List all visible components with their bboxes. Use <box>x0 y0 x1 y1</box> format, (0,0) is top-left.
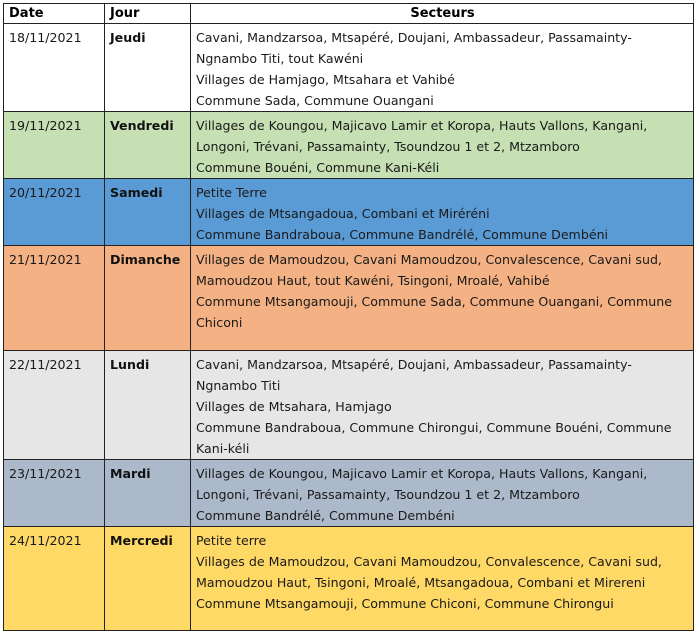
sector-line: Commune Sada, Commune Ouangani <box>196 93 434 108</box>
header-jour: Jour <box>105 4 191 24</box>
schedule-row <box>4 112 694 179</box>
sector-line: Commune Mtsangamouji, Commune Chiconi, Commune Chirongui <box>196 596 614 611</box>
schedule-row <box>4 351 694 460</box>
schedule-row <box>4 246 694 351</box>
row-date: 24/11/2021 <box>4 527 105 631</box>
row-date: 22/11/2021 <box>4 351 105 460</box>
row-sectors <box>191 527 694 631</box>
sector-line: Petite Terre <box>196 185 267 200</box>
sector-line: Villages de Mtsahara, Hamjago <box>196 399 392 414</box>
row-date: 21/11/2021 <box>4 246 105 351</box>
sector-line: Villages de Hamjago, Mtsahara et Vahibé <box>196 72 455 87</box>
schedule-row <box>4 460 694 527</box>
sector-line: Commune Bandraboua, Commune Chirongui, Commune Bouéni, Commune Kani-kéli <box>196 420 672 456</box>
row-day: Dimanche <box>105 246 191 351</box>
row-day: Jeudi <box>105 24 191 112</box>
row-sectors <box>191 179 694 246</box>
schedule-row <box>4 179 694 246</box>
row-sectors <box>191 351 694 460</box>
schedule-table <box>3 3 694 631</box>
header-date: Date <box>4 4 105 24</box>
sector-line: Villages de Mtsangadoua, Combani et Miréréni <box>196 206 490 221</box>
row-date: 20/11/2021 <box>4 179 105 246</box>
sector-line: Villages de Mamoudzou, Cavani Mamoudzou, Convalescence, Cavani sud, Mamoudzou Haut, Tsingoni, Mroalé, Mtsangadoua, Combani et Mirereni <box>196 554 662 590</box>
sector-line: Petite terre <box>196 533 267 548</box>
row-sectors <box>191 112 694 179</box>
row-sectors <box>191 460 694 527</box>
sector-line: Commune Bandraboua, Commune Bandrélé, Commune Dembéni <box>196 227 609 242</box>
row-sectors <box>191 246 694 351</box>
sector-line: Villages de Koungou, Majicavo Lamir et Koropa, Hauts Vallons, Kangani, Longoni, Trévani, Passamainty, Tsoundzou 1 et 2, Mtzamboro <box>196 466 648 502</box>
sector-line: Villages de Mamoudzou, Cavani Mamoudzou, Convalescence, Cavani sud, Mamoudzou Haut, tout Kawéni, Tsingoni, Mroalé, Vahibé <box>196 252 662 288</box>
row-day: Mercredi <box>105 527 191 631</box>
sector-line: Villages de Koungou, Majicavo Lamir et Koropa, Hauts Vallons, Kangani, Longoni, Trévani, Passamainty, Tsoundzou 1 et 2, Mtzamboro <box>196 118 648 154</box>
sector-line: Cavani, Mandzarsoa, Mtsapéré, Doujani, Ambassadeur, Passamainty-Ngnambo Titi <box>196 357 632 393</box>
row-day: Lundi <box>105 351 191 460</box>
sector-line: Commune Bandrélé, Commune Dembéni <box>196 508 455 523</box>
header-secteurs: Secteurs <box>191 4 694 24</box>
schedule-row <box>4 527 694 631</box>
row-date: 19/11/2021 <box>4 112 105 179</box>
sector-line: Commune Mtsangamouji, Commune Sada, Commune Ouangani, Commune Chiconi <box>196 294 672 330</box>
sector-line: Cavani, Mandzarsoa, Mtsapéré, Doujani, Ambassadeur, Passamainty-Ngnambo Titi, tout Kawéni <box>196 30 632 66</box>
row-date: 18/11/2021 <box>4 24 105 112</box>
schedule-row <box>4 24 694 112</box>
row-day: Vendredi <box>105 112 191 179</box>
row-day: Mardi <box>105 460 191 527</box>
row-day: Samedi <box>105 179 191 246</box>
sector-line: Commune Bouéni, Commune Kani-Kéli <box>196 160 440 175</box>
header-row <box>4 4 694 24</box>
row-date: 23/11/2021 <box>4 460 105 527</box>
row-sectors <box>191 24 694 112</box>
schedule-body <box>4 24 694 631</box>
